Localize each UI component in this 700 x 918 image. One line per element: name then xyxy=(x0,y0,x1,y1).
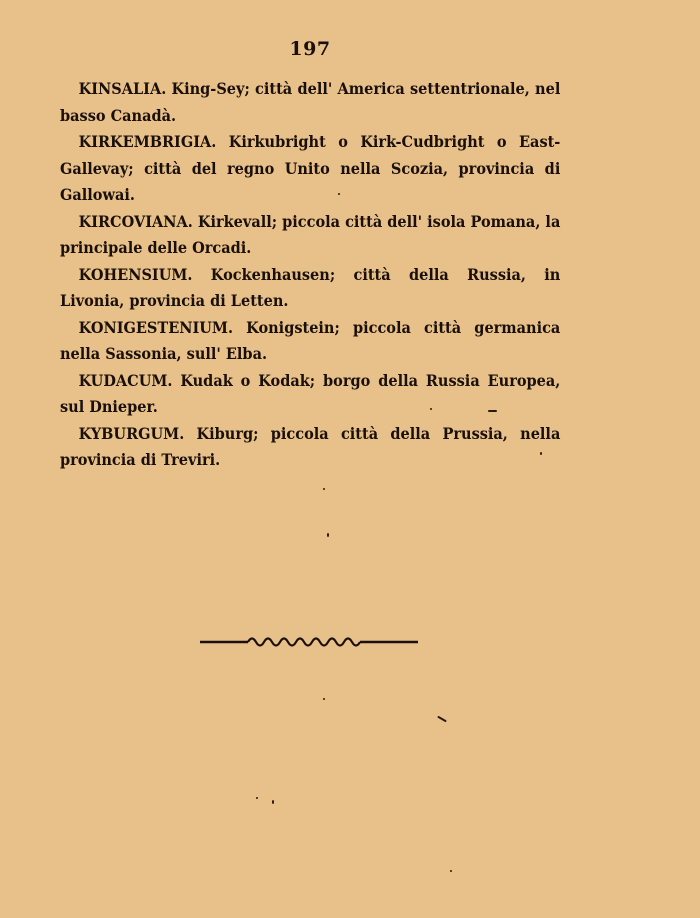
print-speck xyxy=(540,452,542,455)
entry-kyburgum: KYBURGUM. Kiburg; piccola città della Prussia, nella provincia di Treviri. xyxy=(60,423,561,469)
dictionary-entries xyxy=(60,76,560,474)
print-speck xyxy=(323,488,325,490)
entry-konigestenium: KONIGESTENIUM. Konigstein; piccola città germanica nella Sassonia, sull' Elba. xyxy=(60,317,561,363)
entry-kinsalia: KINSALIA. King-Sey; città dell' America settentrionale, nel basso Canadà. xyxy=(60,79,561,125)
print-speck xyxy=(338,193,340,195)
entry-kircoviana: KIRCOVIANA. Kirkevall; piccola città dell' isola Pomana, la principale delle Orcadi. xyxy=(60,211,561,257)
print-speck xyxy=(256,797,258,799)
print-speck xyxy=(488,410,497,412)
print-speck xyxy=(272,800,274,804)
print-speck xyxy=(450,870,452,872)
print-speck xyxy=(323,698,325,700)
print-speck xyxy=(437,716,447,723)
entry-kohensium: KOHENSIUM. Kockenhausen; città della Russia, in Livonia, provincia di Letten. xyxy=(60,264,561,310)
wavy-rule-ornament-icon xyxy=(200,632,418,650)
entry-kirkembrigia: KIRKEMBRIGIA. Kirkubright o Kirk-Cudbright o East-Gallevay; città del regno Unito nella Scozia, provincia di Gallowai. xyxy=(60,132,561,204)
print-speck xyxy=(327,533,329,537)
print-speck xyxy=(430,408,432,410)
page-number: 197 xyxy=(289,38,331,60)
entry-kudacum: KUDACUM. Kudak o Kodak; borgo della Russia Europea, sul Dnieper. xyxy=(60,370,561,416)
